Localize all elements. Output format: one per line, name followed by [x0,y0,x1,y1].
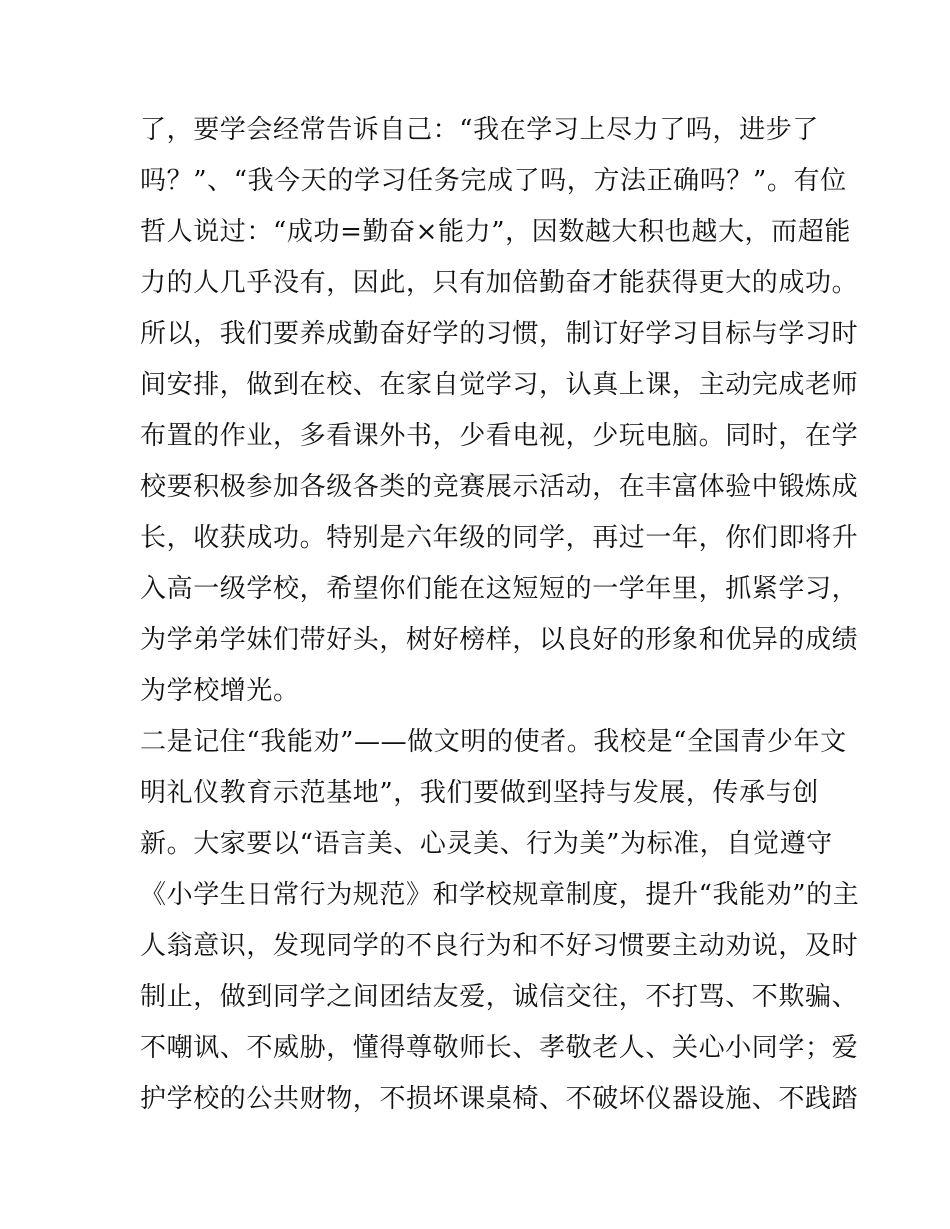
text-line-19: 不嘲讽、不威胁，懂得尊敬师长、孝敬老人、关心小同学；爱 [140,1033,859,1063]
text-line-4: 力的人几乎没有，因此，只有加倍勤奋才能获得更大的成功。 [140,268,859,298]
text-line-5: 所以，我们要养成勤奋好学的习惯，制订好学习目标与学习时 [140,319,859,349]
text-line-8: 校要积极参加各级各类的竞赛展示活动，在丰富体验中锻炼成 [140,472,859,502]
text-line-12: 为学校增光。 [140,676,300,706]
text-line-14: 明礼仪教育示范基地”，我们要做到坚持与发展，传承与创 [140,778,819,808]
text-line-11: 为学弟学妹们带好头，树好榜样，以良好的形象和优异的成绩 [140,625,859,655]
text-line-15: 新。大家要以“语言美、心灵美、行为美”为标准，自觉遵守 [140,829,833,859]
text-line-13: 二是记住“我能劝”——做文明的使者。我校是“全国青少年文 [140,727,847,757]
text-line-7: 布置的作业，多看课外书，少看电视，少玩电脑。同时，在学 [140,421,859,451]
text-line-9: 长，收获成功。特别是六年级的同学，再过一年，你们即将升 [140,523,859,553]
text-line-17: 人翁意识，发现同学的不良行为和不好习惯要主动劝说，及时 [140,931,859,961]
text-line-18: 制止，做到同学之间团结友爱，诚信交往，不打骂、不欺骗、 [140,982,859,1012]
text-line-3: 哲人说过：“成功=勤奋×能力”，因数越大积也越大，而超能 [140,217,851,247]
text-line-20: 护学校的公共财物，不损坏课桌椅、不破坏仪器设施、不践踏 [140,1084,859,1114]
text-line-10: 入高一级学校，希望你们能在这短短的一学年里，抓紧学习， [140,574,859,604]
text-line-2: 吗？”、“我今天的学习任务完成了吗，方法正确吗？”。有位 [140,166,847,196]
text-line-16: 《小学生日常行为规范》和学校规章制度，提升“我能劝”的主 [140,880,860,910]
text-line-6: 间安排，做到在校、在家自觉学习，认真上课，主动完成老师 [140,370,859,400]
text-line-1: 了，要学会经常告诉自己：“我在学习上尽力了吗，进步了 [140,115,819,145]
